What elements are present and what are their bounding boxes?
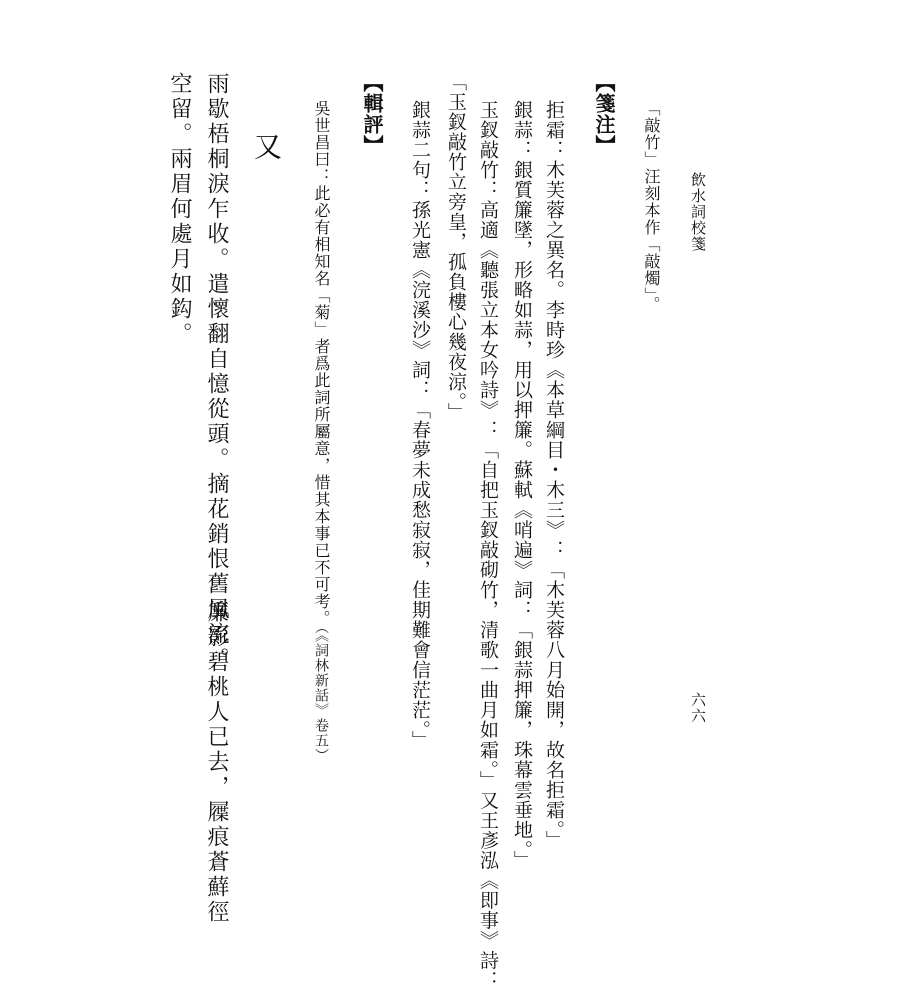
commentary-body: 吳世昌曰：此必有相知名「菊」者爲此詞所屬意，惜其本事已不可考。 xyxy=(312,100,331,627)
running-title: 飲水詞校箋 xyxy=(689,172,707,252)
note-item-continuation: 「玉釵敲竹立旁皇，孤負樓心幾夜涼。」 xyxy=(445,72,467,423)
poem-line: 空留。兩眉何處月如鈎。 xyxy=(167,72,192,347)
commentary-source: （《詞林新話》卷五） xyxy=(313,627,329,763)
poem-line-continued: 簾影碧桃人已去，屧痕蒼蘚徑 xyxy=(204,600,229,925)
commentary-text xyxy=(313,100,329,763)
section-heading-jiping: 【輯評】 xyxy=(360,72,384,156)
poem-line: 雨歇梧桐淚乍收。遣懷翻自憶從頭。摘花銷恨舊風流。 xyxy=(204,72,229,672)
section-heading-jianzhu: 【箋注】 xyxy=(592,72,616,156)
page-number: 六六 xyxy=(689,692,707,724)
note-item: 玉釵敲竹：高適《聽張立本女吟詩》：「自把玉釵敲砌竹，清歌一曲月如霜。」又王彥泓《即事》詩： xyxy=(477,100,499,991)
note-item: 拒霜：木芙蓉之異名。李時珍《本草綱目・木三》：「木芙蓉八月始開，故名拒霜。」 xyxy=(543,100,565,851)
variant-note: 「敲竹」汪刻本作「敲燭」。 xyxy=(642,100,661,313)
note-item: 銀蒜：銀質簾墜，形略如蒜，用以押簾。蘇軾《哨遍》詞：「銀蒜押簾，珠幕雲垂地。」 xyxy=(511,100,533,871)
poem-title: 又 xyxy=(250,132,283,161)
note-item: 銀蒜二句：孫光憲《浣溪沙》詞：「春夢未成愁寂寂，佳期難會信茫茫。」 xyxy=(409,100,431,751)
